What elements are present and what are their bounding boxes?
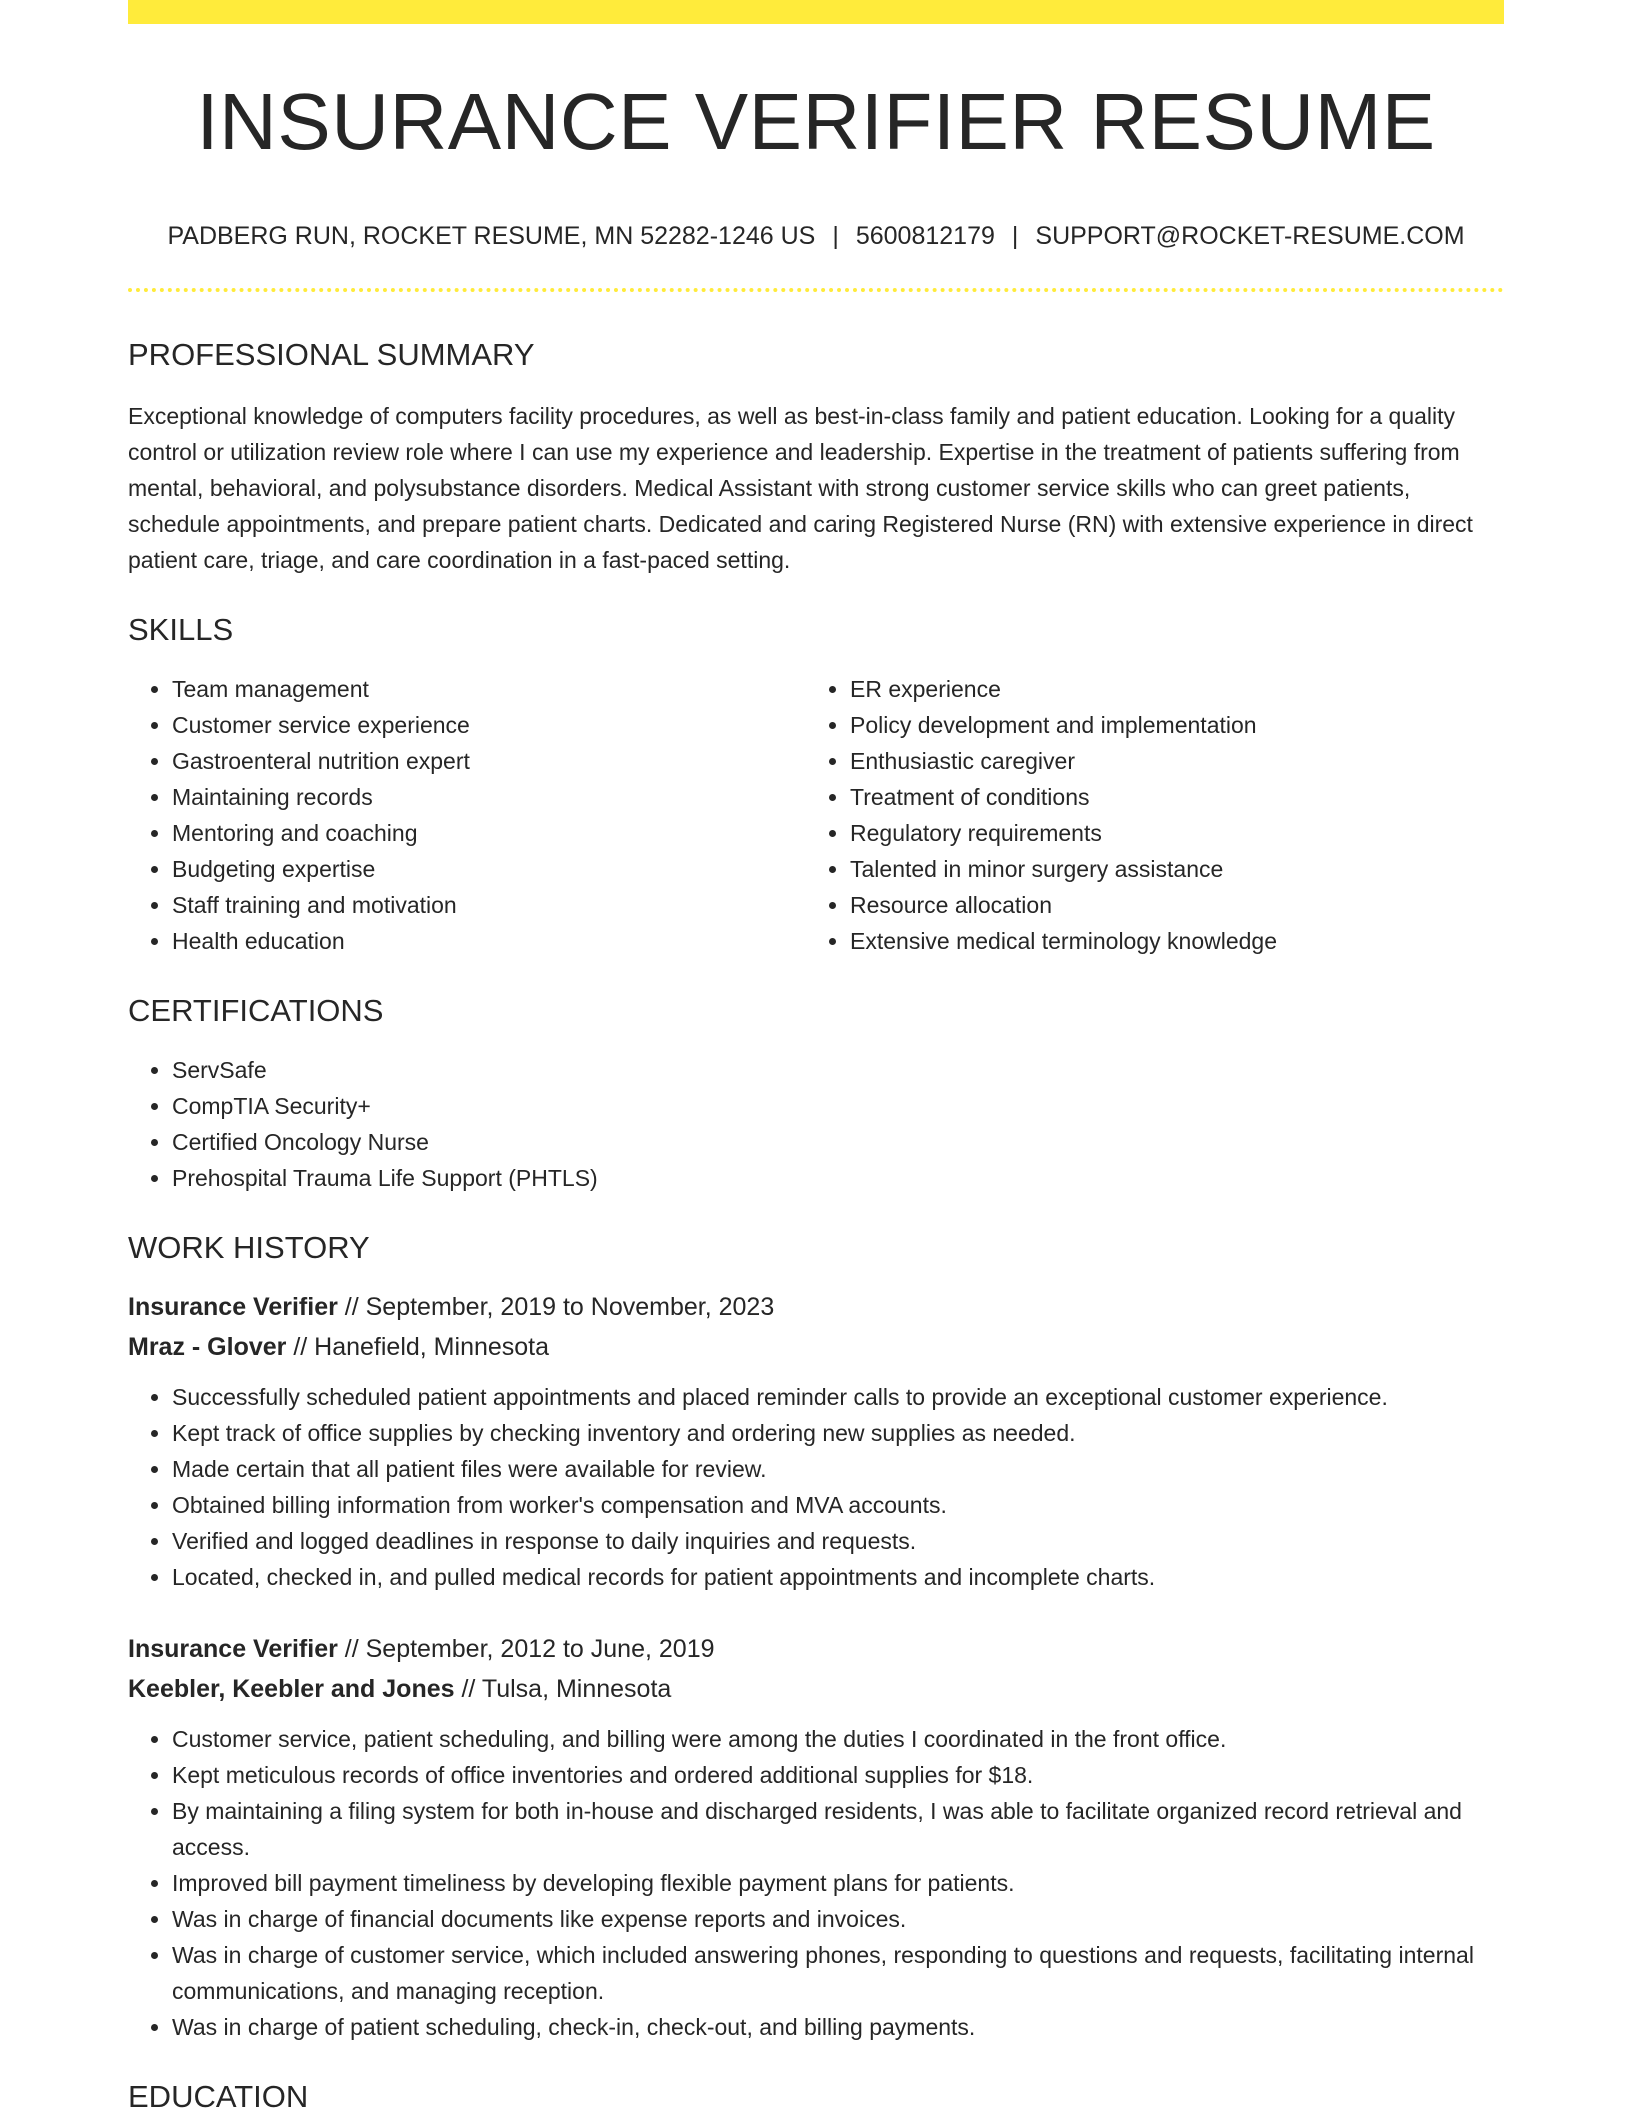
certifications-heading: CERTIFICATIONS	[128, 993, 384, 1028]
job-bullet: • Was in charge of patient scheduling, check-in, check-out, and billing payments.	[172, 2009, 1504, 2045]
contact-separator: |	[832, 222, 839, 250]
certifications-list	[128, 1052, 1504, 1196]
job-bullet: • Successfully scheduled patient appointments and placed reminder calls to provide an exceptional customer experience.	[172, 1379, 1504, 1415]
job-dates: // September, 2012 to June, 2019	[344, 1635, 715, 1663]
skills-grid	[128, 671, 1504, 959]
job-bullet: • Made certain that all patient files were available for review.	[172, 1451, 1504, 1487]
summary-text: Exceptional knowledge of computers facility procedures, as well as best-in-class family and patient education. Looking for a quality control or utilization review role where I can use my experience and leadership. Expertise in the treatment of patients suffering from mental, behavioral, and polysubstance disorders. Medical Assistant with strong customer service skills who can greet patients, schedule appointments, and prepare patient charts. Dedicated and caring Registered Nurse (RN) with extensive experience in direct patient care, triage, and care coordination in a fast-paced setting.	[128, 403, 1473, 573]
skill-item: • Treatment of conditions	[850, 779, 1484, 815]
job-bullets	[128, 1379, 1504, 1595]
skill-item: • Mentoring and coaching	[172, 815, 806, 851]
summary-heading: PROFESSIONAL SUMMARY	[128, 337, 535, 372]
job-dates: // September, 2019 to November, 2023	[344, 1293, 775, 1321]
dotted-divider	[128, 288, 1504, 292]
contact-email: SUPPORT@ROCKET-RESUME.COM	[1035, 222, 1465, 250]
contact-address: PADBERG RUN, ROCKET RESUME, MN 52282-1246 US	[167, 222, 816, 250]
job-bullet: • Obtained billing information from worker's compensation and MVA accounts.	[172, 1487, 1504, 1523]
job-company: Mraz - Glover	[128, 1333, 287, 1361]
contact-line	[128, 224, 1504, 249]
job-bullet: • Customer service, patient scheduling, and billing were among the duties I coordinated in the front office.	[172, 1721, 1504, 1757]
skill-item: • Talented in minor surgery assistance	[850, 851, 1484, 887]
work-history-heading: WORK HISTORY	[128, 1230, 370, 1265]
job-title: Insurance Verifier	[128, 1635, 338, 1663]
skill-item: • Extensive medical terminology knowledge	[850, 923, 1484, 959]
skill-item: • Regulatory requirements	[850, 815, 1484, 851]
resume-page	[128, 0, 1504, 2112]
job-bullet: • Kept meticulous records of office inventories and ordered additional supplies for $18.	[172, 1757, 1504, 1793]
contact-separator: |	[1011, 222, 1019, 250]
skills-column-left	[128, 671, 806, 959]
skill-item: • ER experience	[850, 671, 1484, 707]
skill-item: • Team management	[172, 671, 806, 707]
job-entry	[128, 1287, 1504, 1595]
job-entry	[128, 1629, 1504, 2045]
job-bullet: • Verified and logged deadlines in response to daily inquiries and requests.	[172, 1523, 1504, 1559]
job-company: Keebler, Keebler and Jones	[128, 1675, 455, 1703]
skill-item: • Staff training and motivation	[172, 887, 806, 923]
job-location: // Hanefield, Minnesota	[293, 1333, 550, 1361]
job-bullet: • By maintaining a filing system for both in-house and discharged residents, I was able to facilitate organized record retrieval and access.	[172, 1793, 1504, 1865]
job-bullet: • Kept track of office supplies by checking inventory and ordering new supplies as needed.	[172, 1415, 1504, 1451]
top-accent-bar	[128, 0, 1504, 24]
job-location: // Tulsa, Minnesota	[461, 1675, 672, 1703]
skills-list-right	[850, 671, 1484, 959]
skill-item: • Enthusiastic caregiver	[850, 743, 1484, 779]
job-bullet: • Was in charge of customer service, which included answering phones, responding to questions and requests, facilitating internal communications, and managing reception.	[172, 1937, 1504, 2009]
skill-item: • Gastroenteral nutrition expert	[172, 743, 806, 779]
skills-list-left	[172, 671, 806, 959]
resume-title: INSURANCE VERIFIER RESUME	[196, 77, 1436, 166]
skill-item: • Budgeting expertise	[172, 851, 806, 887]
skill-item: • Customer service experience	[172, 707, 806, 743]
contact-phone: 5600812179	[855, 222, 995, 250]
skill-item: • Maintaining records	[172, 779, 806, 815]
job-title-line	[128, 1629, 1504, 1669]
certification-item: • ServSafe	[172, 1052, 1504, 1088]
job-bullet: • Improved bill payment timeliness by developing flexible payment plans for patients.	[172, 1865, 1504, 1901]
job-bullets	[128, 1721, 1504, 2045]
job-bullet: • Located, checked in, and pulled medical records for patient appointments and incomplete charts.	[172, 1559, 1504, 1595]
job-title: Insurance Verifier	[128, 1293, 338, 1321]
skills-column-right	[806, 671, 1484, 959]
job-company-line	[128, 1327, 1504, 1367]
certification-item: • Certified Oncology Nurse	[172, 1124, 1504, 1160]
skill-item: • Resource allocation	[850, 887, 1484, 923]
job-bullet: • Was in charge of financial documents like expense reports and invoices.	[172, 1901, 1504, 1937]
education-heading: EDUCATION	[128, 2079, 309, 2114]
skill-item: • Health education	[172, 923, 806, 959]
job-title-line	[128, 1287, 1504, 1327]
certification-item: • Prehospital Trauma Life Support (PHTLS)	[172, 1160, 1504, 1196]
skill-item: • Policy development and implementation	[850, 707, 1484, 743]
job-company-line	[128, 1669, 1504, 1709]
skills-heading: SKILLS	[128, 612, 234, 647]
certification-item: • CompTIA Security+	[172, 1088, 1504, 1124]
